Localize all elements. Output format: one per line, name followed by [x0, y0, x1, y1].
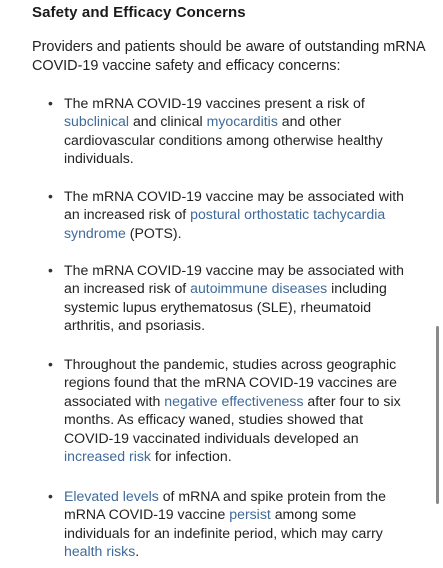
inline-link[interactable]: increased risk: [64, 448, 151, 465]
list-item: [48, 187, 409, 242]
inline-link[interactable]: autoimmune diseases: [190, 280, 328, 297]
body-text: Throughout the pandemic, studies across geographic regions found that the mRNA COVID-19 vaccines are associated with: [64, 356, 397, 409]
body-text: The mRNA COVID-19 vaccines present a risk of: [64, 95, 365, 111]
inline-link[interactable]: negative effectiveness: [164, 392, 304, 409]
list-item-text: [64, 95, 383, 166]
bullet-icon: •: [48, 262, 53, 278]
body-text: including systemic lupus erythematosus (SLE), rheumatoid arthritis, and psoriasis.: [64, 280, 387, 334]
list-item-text: [64, 488, 386, 559]
bullet-icon: •: [48, 356, 53, 372]
list-item: [48, 261, 409, 335]
body-text: for infection.: [150, 448, 232, 465]
inline-link[interactable]: health risks: [64, 543, 136, 560]
body-text: and clinical: [129, 113, 207, 130]
body-text: of mRNA and spike protein from the mRNA COVID-19 vaccine: [64, 488, 386, 523]
list-item-text: [64, 262, 404, 333]
body-text: The mRNA COVID-19 vaccine may be associated with an increased risk of: [64, 188, 404, 223]
inline-link[interactable]: postural orthostatic tachycardia syndrome: [64, 206, 386, 241]
list-item-text: [64, 188, 404, 241]
body-text: and other cardiovascular conditions among otherwise healthy individuals.: [64, 113, 383, 167]
bullet-icon: •: [48, 488, 53, 504]
intro-paragraph: Providers and patients should be aware of outstanding mRNA COVID-19 vaccine safety and efficacy concerns:: [32, 39, 425, 74]
body-text: The mRNA COVID-19 vaccine may be associated with an increased risk of: [64, 262, 404, 297]
section-heading: Safety and Efficacy Concerns: [32, 4, 246, 21]
body-text: .: [135, 543, 140, 560]
bullet-icon: •: [48, 95, 53, 111]
bullet-icon: •: [48, 188, 53, 204]
list-item-text: [64, 356, 401, 464]
body-text: after four to six months. As efficacy waned, studies showed that COVID-19 vaccinated individuals developed an: [64, 392, 401, 446]
list-item: [48, 355, 409, 465]
inline-link[interactable]: myocarditis: [206, 113, 278, 130]
inline-link[interactable]: persist: [229, 506, 271, 523]
list-item: [48, 487, 409, 561]
scrollbar-thumb[interactable]: [436, 326, 439, 504]
list-item: [48, 94, 409, 168]
body-text: among some individuals for an indefinite period, which may carry: [64, 506, 383, 541]
inline-link[interactable]: subclinical: [64, 113, 130, 130]
inline-link[interactable]: Elevated levels: [64, 488, 159, 504]
body-text: (POTS).: [125, 224, 182, 241]
